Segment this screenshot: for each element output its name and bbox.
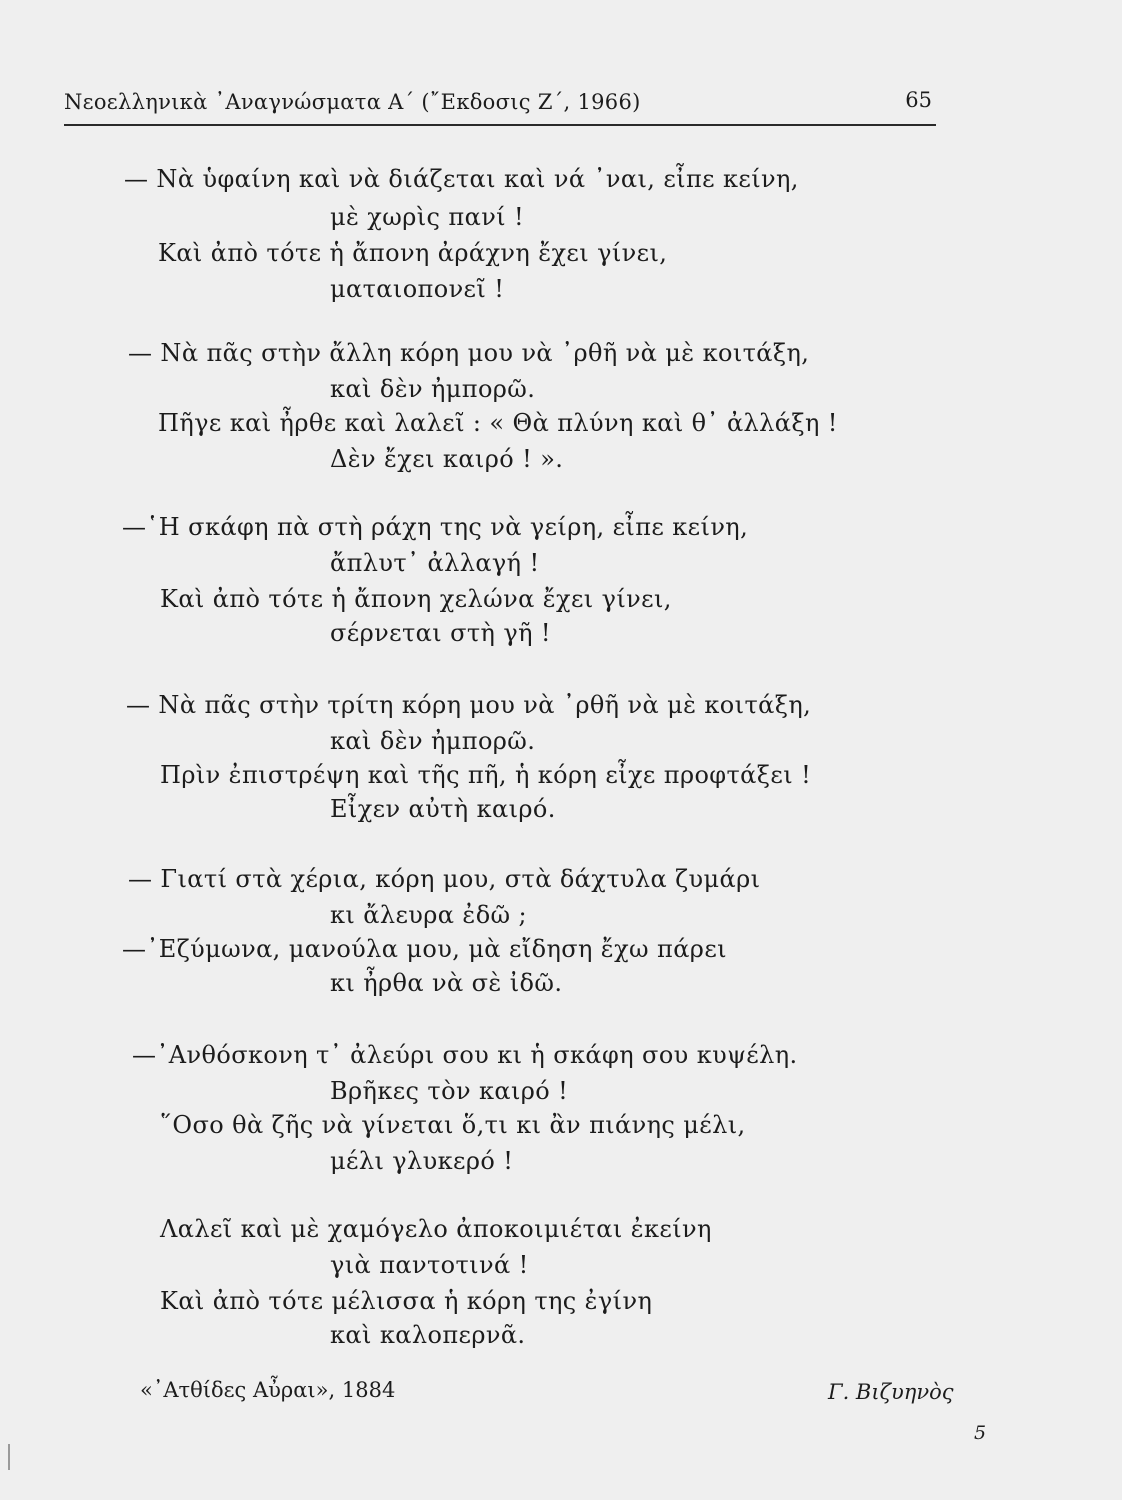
poem-line: —᾽Ανθόσκονη τ᾽ ἀλεύρι σου κι ἡ σκάφη σου κυψέλη. xyxy=(132,1041,798,1069)
poem-line: καὶ δὲν ἠμπορῶ. xyxy=(330,727,536,755)
poem-line: Πρὶν ἐπιστρέψη καὶ τῆς πῆ, ἡ κόρη εἶχε προφτάξει ! xyxy=(160,761,812,789)
source-citation: «᾽Ατθίδες Αὖραι», 1884 xyxy=(140,1378,396,1402)
poem-line: —῾Η σκάφη πὰ στὴ ράχη της νὰ γείρη, εἶπε κείνη, xyxy=(122,513,749,541)
poem-line: Δὲν ἔχει καιρό ! ». xyxy=(330,445,564,473)
poem-line: ῞Οσο θὰ ζῆς νὰ γίνεται ὅ,τι κι ἂν πιάνης μέλι, xyxy=(160,1111,746,1139)
page-number: 65 xyxy=(905,88,932,112)
poem-line: ἄπλυτ᾽ ἀλλαγή ! xyxy=(330,549,540,577)
poem-line: καὶ καλοπερνᾶ. xyxy=(330,1321,526,1349)
poem-line: καὶ δὲν ἠμπορῶ. xyxy=(330,375,536,403)
poem-line: γιὰ παντοτινά ! xyxy=(330,1251,529,1279)
poem-line: κι ἦρθα νὰ σὲ ἰδῶ. xyxy=(330,969,563,997)
poem-line: Καὶ ἀπὸ τότε ἡ ἄπονη ἀράχνη ἔχει γίνει, xyxy=(158,239,668,267)
page-edge-mark xyxy=(8,1444,10,1470)
poem-line: Λαλεῖ καὶ μὲ χαμόγελο ἀποκοιμιέται ἐκείνη xyxy=(160,1215,712,1243)
poem-line: — Νὰ πᾶς στὴν ἄλλη κόρη μου νὰ ᾽ρθῆ νὰ μὲ κοιτάξη, xyxy=(128,339,810,367)
running-header xyxy=(64,84,936,126)
poem-line: μὲ χωρὶς πανί ! xyxy=(330,203,525,231)
poem-line: — Νὰ πᾶς στὴν τρίτη κόρη μου νὰ ᾽ρθῆ νὰ μὲ κοιτάξη, xyxy=(126,691,812,719)
poem-line: — Νὰ ὑφαίνη καὶ νὰ διάζεται καὶ νά ᾽ναι, εἶπε κείνη, xyxy=(124,165,799,193)
printer-signature-mark: 5 xyxy=(974,1422,987,1444)
author-name: Γ. Βιζυηνὸς xyxy=(828,1380,954,1404)
poem-line: κι ἄλευρα ἐδῶ ; xyxy=(330,901,528,929)
poem-line: Καὶ ἀπὸ τότε μέλισσα ἡ κόρη της ἐγίνη xyxy=(160,1287,653,1315)
poem-line: σέρνεται στὴ γῆ ! xyxy=(330,619,551,647)
poem-line: Εἶχεν αὐτὴ καιρό. xyxy=(330,795,556,823)
header-title: Νεοελληνικὰ ᾽Αναγνώσματα Α΄ (῎Εκδοσις Ζ΄, 1966) xyxy=(64,90,641,114)
poem-line: ματαιοπονεῖ ! xyxy=(330,275,505,303)
poem-line: Πῆγε καὶ ἦρθε καὶ λαλεῖ : « Θὰ πλύνη καὶ θ᾽ ἀλλάξη ! xyxy=(158,409,838,437)
poem-line: —᾽Εζύμωνα, μανούλα μου, μὰ εἴδηση ἔχω πάρει xyxy=(122,935,727,963)
poem-line: μέλι γλυκερό ! xyxy=(330,1147,514,1175)
poem-line: Βρῆκες τὸν καιρό ! xyxy=(330,1077,569,1105)
poem-line: Καὶ ἀπὸ τότε ἡ ἄπονη χελώνα ἔχει γίνει, xyxy=(160,585,672,613)
poem-line: — Γιατί στὰ χέρια, κόρη μου, στὰ δάχτυλα ζυμάρι xyxy=(128,865,761,893)
